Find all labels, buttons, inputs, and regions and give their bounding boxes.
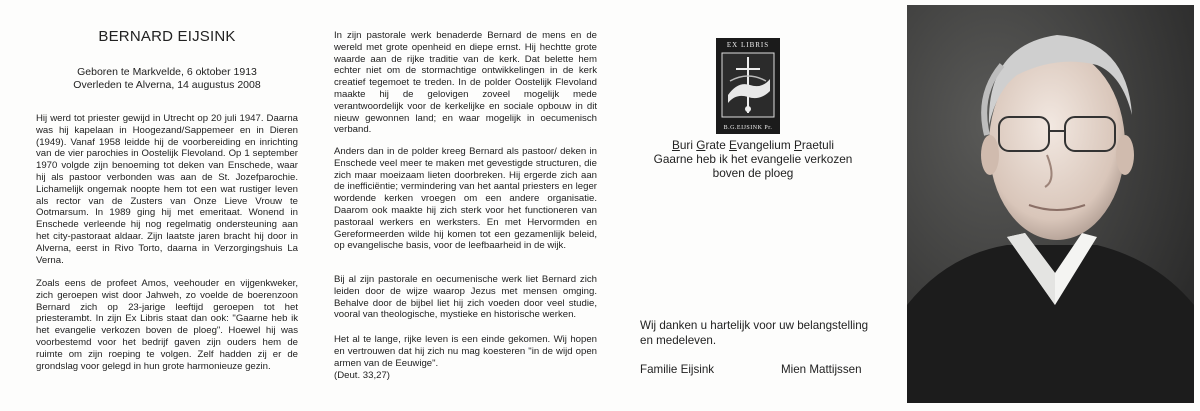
birth-line: Geboren te Markvelde, 6 oktober 1913 — [77, 66, 257, 78]
pastoral-paragraph-1: In zijn pastorale werk benaderde Bernard de mens en de wereld met grote openheid en diepe ernst. Hij hechtte grote waarde aan de rijke traditie van de kerk. Dat belette hem echter niet om de stormachtige ontwikkelingen in de kerk creatief tegemoet te treden. In de polder Oostelijk Flevoland maakte hij de gelovigen zoveel mogelijk mede verantwoordelijk voor de kerkelijke en sociale opbouw in dit nieuw gewonnen land; en waar mogelijk in oecumenisch verband. — [334, 30, 597, 136]
motto-word-4: raetuli — [801, 138, 834, 152]
signature-family: Familie Eijsink — [640, 363, 715, 376]
latin-motto — [610, 138, 896, 152]
ex-libris-title: EX LIBRIS — [726, 41, 770, 49]
portrait-photo — [907, 5, 1194, 403]
biography-paragraph-2: Zoals eens de profeet Amos, veehouder en vijgenkweker, zich geroepen wist door Jahweh, zo voelde de boerenzoon Bernard zich op 23-jarige leeftijd geroepen tot het priesterambt. In zijn Ex Libris staat dan ook: "Gaarne heb ik het evangelie verkozen boven de ploeg". Hoewel hij was voorbestemd voor het bedrijf gaven zijn ouders hem de ruimte om zijn roeping te volgen. Zelf hadden zij er de grondslag voor gelegd in hun grote harmonieuze gezin. — [36, 278, 298, 372]
motto-translation-line-2: boven de ploeg — [712, 166, 794, 180]
portrait-image — [907, 5, 1194, 403]
thanks-message: Wij danken u hartelijk voor uw belangstelling en medeleven. — [640, 319, 869, 347]
pastoral-paragraph-2: Anders dan in de polder kreeg Bernard als pastoor/ deken in Enschede veel meer te maken met gevestigde structuren, die zich maar moeizaam lieten doorbreken. Hij ergerde zich aan de inefficiëntie; vermindering van het aantal priesters en leger wordende kerken vroegen om een andere organisatie. Daarom ook maakte hij zich sterk voor het functioneren van pastoraal werkers en werksters. En met Hervormden en Gereformeerden wilde hij komen tot een gezamenlijk beleid, op evangelische basis, voor de leefbaarheid in de wijk. — [334, 146, 597, 252]
ex-libris-owner: B.G.EIJSINK Pr. — [723, 125, 773, 131]
death-line: Overleden te Alverna, 14 augustus 2008 — [73, 79, 261, 91]
signature-mien: Mien Mattijssen — [781, 363, 862, 376]
motto-initial-b: B — [671, 138, 680, 152]
left-panel — [0, 0, 300, 411]
closing-paragraph: Het al te lange, rijke leven is een einde gekomen. Wij hopen en vertrouwen dat hij zich nu mag koesteren "in de wijd open armen van de Eeuwige". — [334, 334, 597, 369]
middle-panel — [300, 0, 603, 411]
motto-initial-p: P — [793, 138, 802, 152]
life-dates — [36, 66, 298, 92]
bible-reference: (Deut. 33,27) — [334, 370, 390, 381]
motto-initial-e: E — [729, 138, 737, 152]
hands-plough-icon — [720, 51, 776, 119]
motto-word-1: uri — [679, 138, 697, 152]
motto-translation-line-1: Gaarne heb ik het evangelie verkozen — [653, 152, 853, 166]
motto-initial-g: G — [696, 138, 706, 152]
motto-word-2: rate — [705, 138, 730, 152]
pastoral-paragraph-3: Bij al zijn pastorale en oecumenische werk liet Bernard zich leiden door de wijze waarop Jezus met mensen omging. Behalve door de bijbel liet hij zich voeden door veel studie, vooral van theologische, mystieke en historische werken. — [334, 274, 597, 321]
biography-paragraph-1: Hij werd tot priester gewijd in Utrecht op 20 juli 1947. Daarna was hij kapelaan in Hoogezand/Sappemeer en in Dieren (1949). Vanaf 1958 leidde hij de voorbereiding en inrichting van de vier parochies in Oostelijk Flevoland. Op 1 september 1970 volgde zijn benoeming tot deken van Enschede, waar hij als pastoor verbonden was aan de St. Jozefparochie. Lichamelijk ongemak noopte hem tot een wat rustiger leven als rector van de Zusters van Onze Lieve Vrouw te Ootmarsum. In 1989 ging hij met emeritaat. Wonend in Enschede verleende hij nog regelmatig ondersteuning aan het city-pastoraat aldaar. Zijn laatste jaren bracht hij door in Alverna, eerst in Rivo Torto, daarna in Verzorgingshuis La Verna. — [36, 113, 298, 266]
ex-libris-emblem — [716, 38, 780, 134]
deceased-name: BERNARD EIJSINK — [98, 28, 236, 45]
motto-word-3: vangelium — [736, 138, 794, 152]
